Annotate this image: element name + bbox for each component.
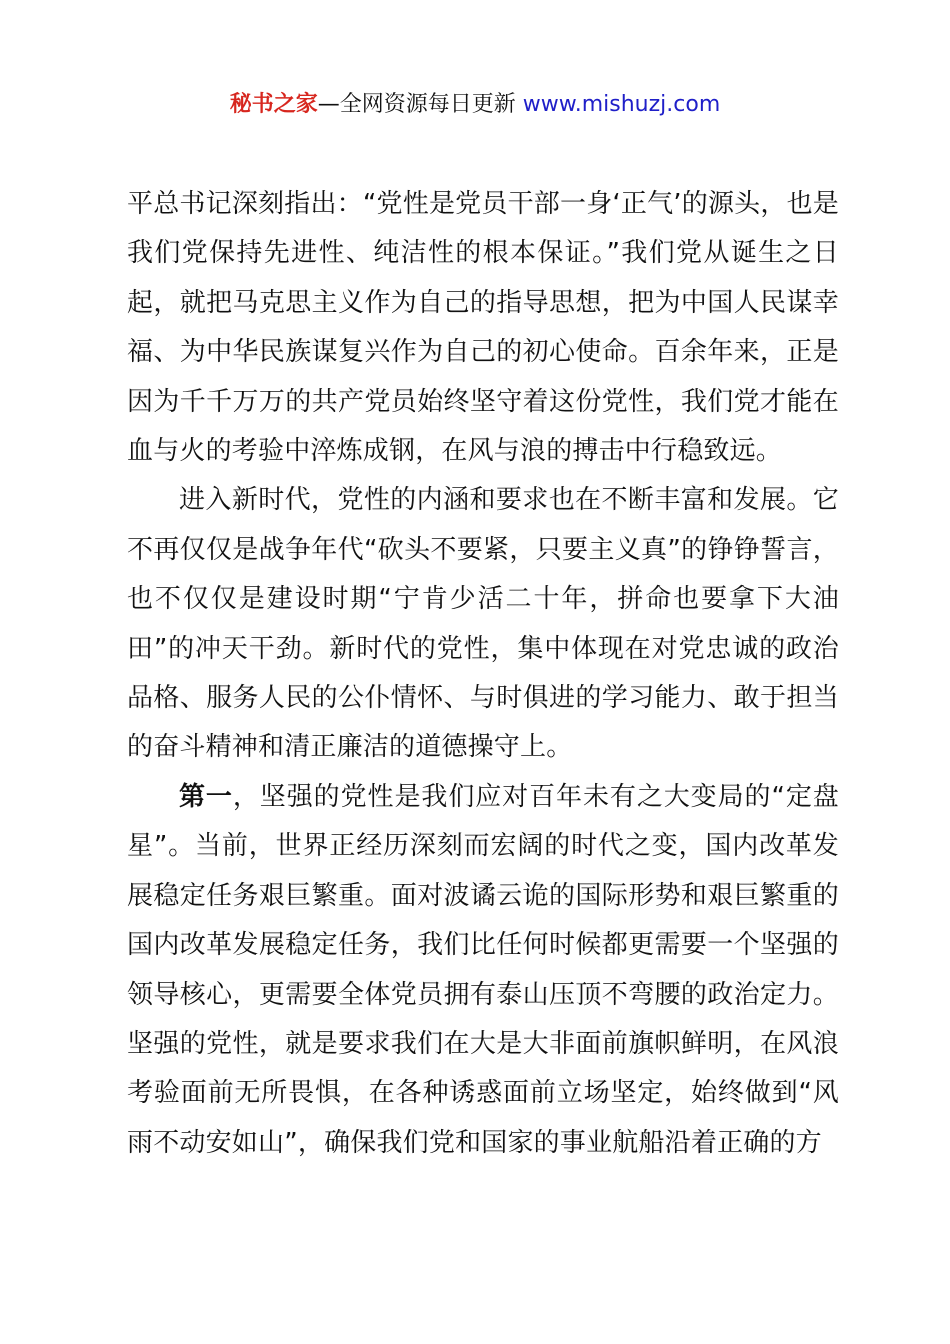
paragraph-3-lead: 第一 — [179, 781, 233, 812]
paragraph-3-body: ，坚强的党性是我们应对百年未有之大变局的“定盘星”。当前，世界正经历深刻而宏阔的时代之变，国内改革发展稳定任务艰巨繁重。面对波谲云诡的国际形势和艰巨繁重的国内改革发展稳定任务，我们比任何时候都更需要一个坚强的领导核心，更需要全体党员拥有泰山压顶不弯腰的政治定力。坚强的党性，就是要求我们在大是大非面前旗帜鲜明，在风浪考验面前无所畏惧，在各种诱惑面前立场坚定，始终做到“风雨不动安如山”，确保我们党和国家的事业航船沿着正确的方 — [127, 781, 840, 1158]
paragraph-3 — [127, 773, 839, 1168]
header-tagline: —全网资源每日更新 — [317, 92, 523, 117]
header-site-url: www.mishuzj.com — [522, 92, 721, 117]
header-brand: 秘书之家 — [229, 92, 318, 117]
paragraph-1: 平总书记深刻指出：“党性是党员干部一身‘正气’的源头，也是我们党保持先进性、纯洁性的根本保证。”我们党从诞生之日起，就把马克思主义作为自己的指导思想，把为中国人民谋幸福、为中华民族谋复兴作为自己的初心使命。百余年来，正是因为千千万万的共产党员始终坚守着这份党性，我们党才能在血与火的考验中淬炼成钢，在风与浪的搏击中行稳致远。 — [127, 189, 839, 467]
document-body — [127, 180, 839, 1168]
page-header — [0, 88, 950, 122]
paragraph-2: 进入新时代，党性的内涵和要求也在不断丰富和发展。它不再仅仅是战争年代“砍头不要紧，只要主义真”的铮铮誓言，也不仅仅是建设时期“宁肯少活二十年，拼命也要拿下大油田”的冲天干劲。新时代的党性，集中体现在对党忠诚的政治品格、服务人民的公仆情怀、与时俱进的学习能力、敢于担当的奋斗精神和清正廉洁的道德操守上。 — [127, 485, 839, 763]
